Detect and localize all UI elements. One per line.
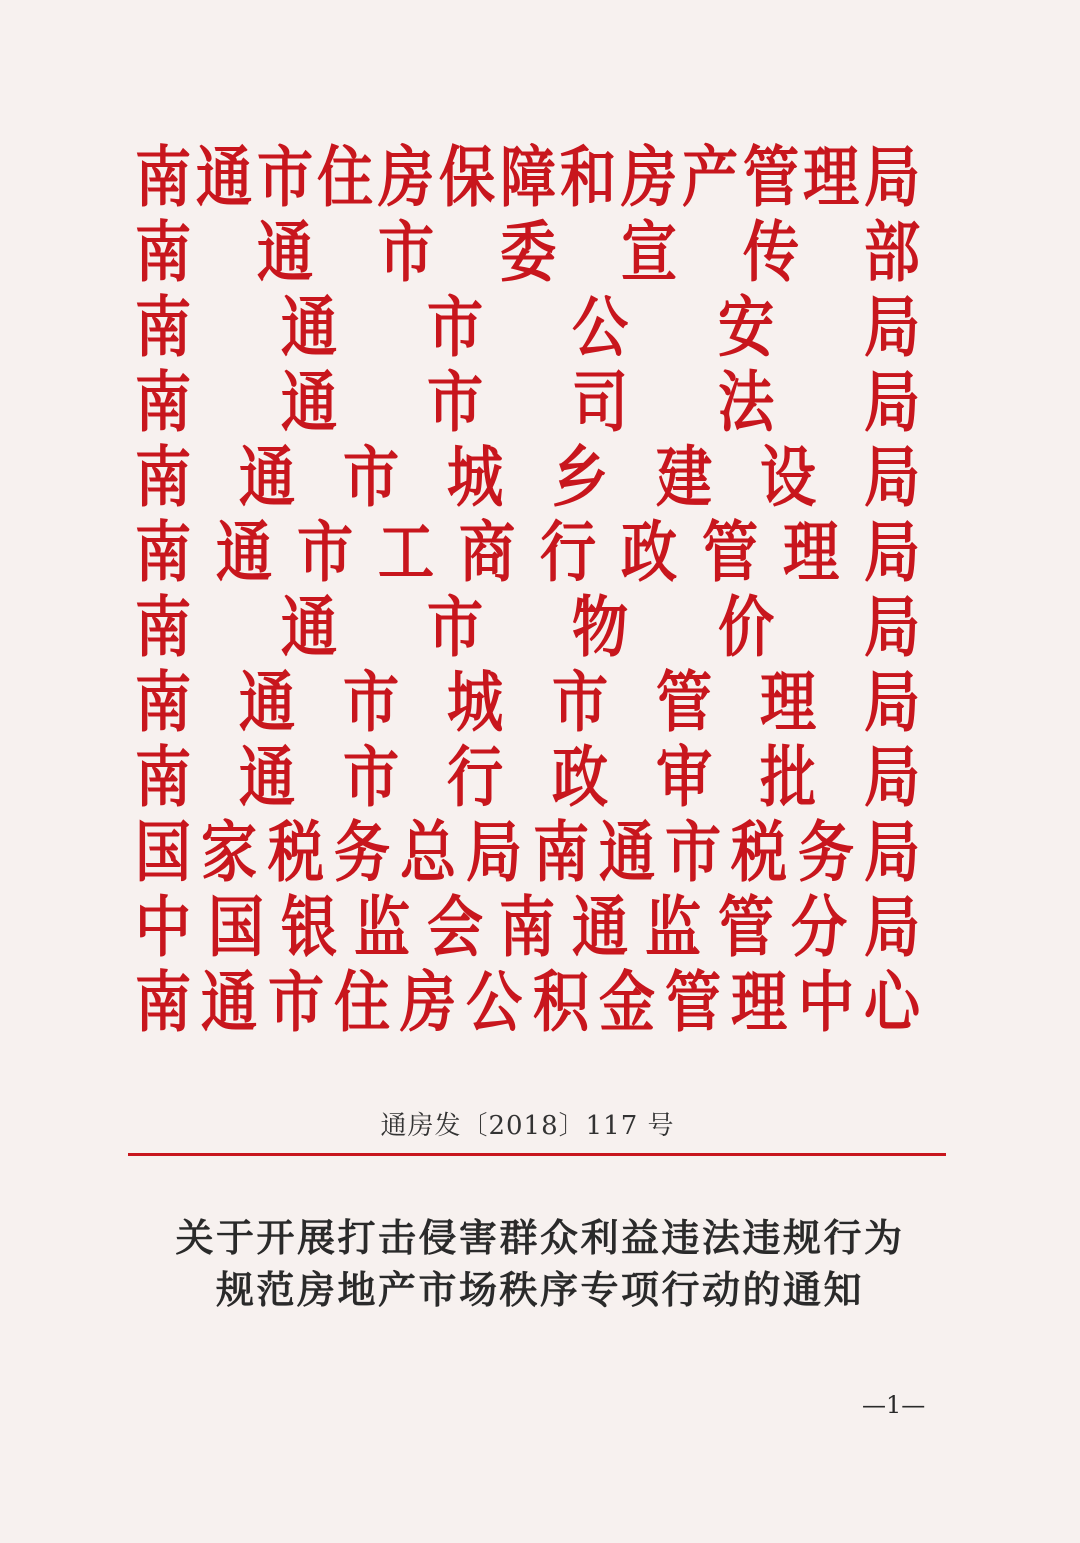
issuer-char: 金 bbox=[598, 963, 655, 1041]
issuer-char: 通 bbox=[598, 813, 655, 891]
issuer-char: 南 bbox=[134, 963, 192, 1041]
issuer-char: 传 bbox=[742, 213, 799, 291]
issuer-char: 房 bbox=[400, 963, 457, 1041]
issuer-row bbox=[135, 215, 920, 290]
issuer-char: 监 bbox=[353, 888, 410, 966]
issuer-char: 物 bbox=[572, 588, 629, 666]
issuer-char: 管 bbox=[742, 138, 799, 216]
issuer-char: 管 bbox=[701, 513, 759, 591]
issuer-char: 政 bbox=[620, 513, 678, 591]
issuer-char: 城 bbox=[447, 663, 504, 741]
issuer-char: 工 bbox=[377, 513, 435, 591]
issuer-char: 局 bbox=[863, 663, 921, 741]
issuer-char: 局 bbox=[863, 438, 921, 516]
issuer-char: 商 bbox=[458, 513, 516, 591]
issuer-char: 理 bbox=[731, 963, 788, 1041]
issuer-char: 建 bbox=[655, 438, 712, 516]
issuer-char: 通 bbox=[239, 438, 296, 516]
issuer-char: 城 bbox=[447, 438, 504, 516]
issuer-char: 南 bbox=[134, 513, 192, 591]
issuer-char: 产 bbox=[681, 138, 738, 216]
issuer-char: 管 bbox=[665, 963, 722, 1041]
issuer-char: 批 bbox=[759, 738, 816, 816]
issuing-agencies-header bbox=[135, 140, 920, 1040]
issuer-char: 通 bbox=[195, 138, 252, 216]
issuer-char: 务 bbox=[333, 813, 390, 891]
issuer-char: 心 bbox=[863, 963, 920, 1041]
issuer-char: 行 bbox=[447, 738, 504, 816]
issuer-char: 障 bbox=[499, 138, 556, 216]
issuer-char: 房 bbox=[620, 138, 678, 216]
issuer-char: 国 bbox=[207, 888, 264, 966]
issuer-char: 局 bbox=[863, 513, 921, 591]
issuer-char: 通 bbox=[280, 288, 337, 366]
issuer-char: 安 bbox=[718, 288, 775, 366]
document-title bbox=[0, 1212, 1080, 1316]
issuer-char: 和 bbox=[560, 138, 617, 216]
issuer-char: 市 bbox=[426, 363, 483, 441]
issuer-char: 市 bbox=[343, 438, 400, 516]
issuer-row bbox=[135, 965, 920, 1040]
issuer-char: 公 bbox=[466, 963, 523, 1041]
issuer-char: 通 bbox=[239, 738, 296, 816]
title-line: 规范房地产市场秩序专项行动的通知 bbox=[215, 1267, 864, 1312]
issuer-char: 部 bbox=[863, 213, 921, 291]
issuer-char: 管 bbox=[655, 663, 712, 741]
issuer-char: 委 bbox=[499, 213, 556, 291]
issuer-char: 总 bbox=[400, 813, 457, 891]
issuer-char: 税 bbox=[731, 813, 788, 891]
issuer-char: 南 bbox=[134, 363, 192, 441]
issuer-char: 局 bbox=[863, 288, 921, 366]
issuer-row bbox=[135, 515, 920, 590]
issuer-char: 银 bbox=[280, 888, 337, 966]
issuer-char: 房 bbox=[377, 138, 435, 216]
issuer-char: 设 bbox=[759, 438, 816, 516]
issuer-char: 市 bbox=[377, 213, 435, 291]
document-number: 通房发〔2018〕117 号 bbox=[380, 1111, 675, 1141]
issuer-char: 南 bbox=[134, 213, 192, 291]
issuer-char: 理 bbox=[759, 663, 816, 741]
red-divider-line bbox=[128, 1153, 946, 1156]
issuer-char: 分 bbox=[790, 888, 848, 966]
issuer-char: 局 bbox=[466, 813, 523, 891]
issuer-char: 行 bbox=[539, 513, 597, 591]
issuer-char: 乡 bbox=[551, 438, 608, 516]
issuer-char: 市 bbox=[343, 663, 400, 741]
issuer-char: 住 bbox=[333, 963, 390, 1041]
issuer-char: 住 bbox=[317, 138, 374, 216]
issuer-char: 通 bbox=[239, 663, 296, 741]
issuer-char: 市 bbox=[426, 588, 483, 666]
issuer-char: 市 bbox=[665, 813, 722, 891]
issuer-char: 南 bbox=[499, 888, 556, 966]
issuer-char: 管 bbox=[718, 888, 775, 966]
issuer-char: 局 bbox=[863, 738, 921, 816]
issuer-char: 市 bbox=[426, 288, 483, 366]
issuer-char: 局 bbox=[863, 813, 920, 891]
issuer-char: 通 bbox=[572, 888, 629, 966]
issuer-char: 南 bbox=[134, 663, 192, 741]
issuer-row bbox=[135, 665, 920, 740]
issuer-char: 会 bbox=[426, 888, 483, 966]
issuer-char: 局 bbox=[863, 363, 921, 441]
page-number: —1— bbox=[862, 1391, 926, 1419]
issuer-char: 通 bbox=[215, 513, 273, 591]
issuer-char: 公 bbox=[572, 288, 629, 366]
issuer-char: 务 bbox=[797, 813, 854, 891]
issuer-row bbox=[135, 440, 920, 515]
issuer-char: 南 bbox=[134, 138, 192, 216]
issuer-row bbox=[135, 740, 920, 815]
issuer-char: 中 bbox=[134, 888, 192, 966]
issuer-char: 积 bbox=[532, 963, 589, 1041]
issuer-char: 价 bbox=[718, 588, 775, 666]
issuer-char: 理 bbox=[782, 513, 840, 591]
issuer-char: 司 bbox=[572, 363, 629, 441]
issuer-row bbox=[135, 290, 920, 365]
issuer-char: 保 bbox=[438, 138, 495, 216]
issuer-char: 政 bbox=[551, 738, 608, 816]
issuer-char: 市 bbox=[296, 513, 354, 591]
issuer-char: 通 bbox=[280, 588, 337, 666]
issuer-char: 南 bbox=[532, 813, 589, 891]
issuer-char: 通 bbox=[280, 363, 337, 441]
issuer-char: 家 bbox=[201, 813, 258, 891]
issuer-row bbox=[135, 890, 920, 965]
issuer-char: 局 bbox=[863, 138, 921, 216]
issuer-char: 理 bbox=[803, 138, 860, 216]
issuer-char: 通 bbox=[256, 213, 313, 291]
issuer-char: 南 bbox=[134, 738, 192, 816]
issuer-char: 南 bbox=[134, 588, 192, 666]
issuer-char: 中 bbox=[797, 963, 854, 1041]
issuer-row bbox=[135, 590, 920, 665]
title-line: 关于开展打击侵害群众利益违法违规行为 bbox=[175, 1215, 905, 1260]
issuer-row bbox=[135, 815, 920, 890]
issuer-char: 市 bbox=[267, 963, 324, 1041]
issuer-char: 国 bbox=[134, 813, 192, 891]
issuer-char: 审 bbox=[655, 738, 712, 816]
issuer-char: 局 bbox=[863, 888, 920, 966]
issuer-char: 监 bbox=[645, 888, 702, 966]
issuer-char: 市 bbox=[256, 138, 313, 216]
issuer-char: 通 bbox=[201, 963, 258, 1041]
issuer-char: 市 bbox=[551, 663, 608, 741]
issuer-char: 局 bbox=[863, 588, 921, 666]
issuer-row bbox=[135, 365, 920, 440]
issuer-char: 市 bbox=[343, 738, 400, 816]
issuer-char: 南 bbox=[134, 438, 192, 516]
issuer-char: 宣 bbox=[620, 213, 678, 291]
issuer-char: 南 bbox=[134, 288, 192, 366]
issuer-row bbox=[135, 140, 920, 215]
issuer-char: 税 bbox=[267, 813, 324, 891]
issuer-char: 法 bbox=[718, 363, 775, 441]
